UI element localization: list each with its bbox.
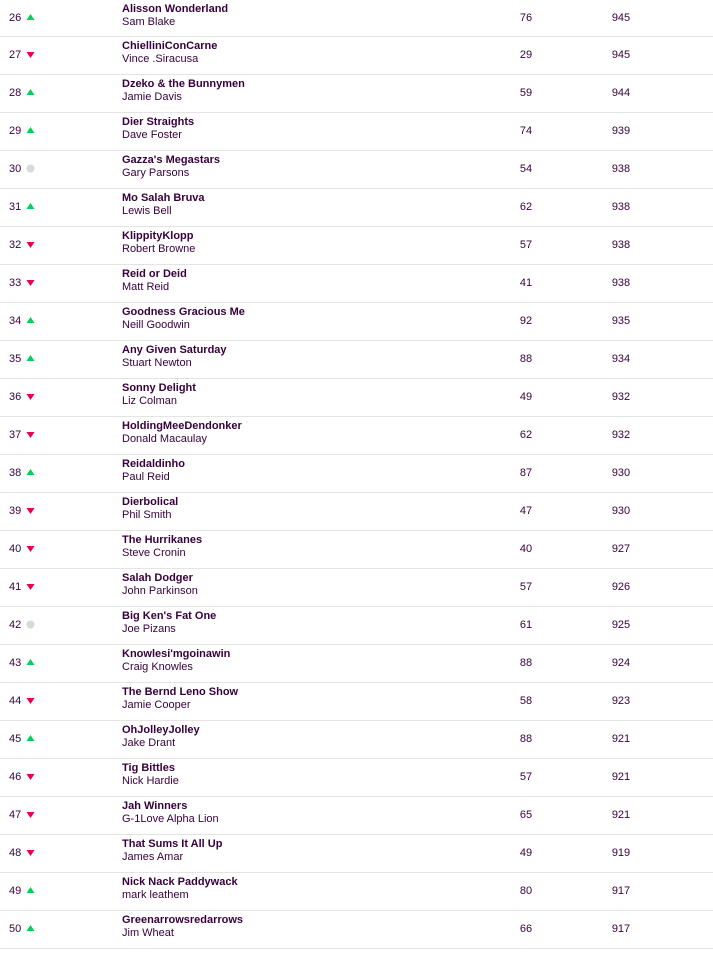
gameweek-points: 80	[519, 885, 533, 897]
table-row	[0, 607, 713, 645]
team-cell	[122, 838, 222, 864]
rank-down-arrow-icon	[26, 772, 35, 781]
team-name-link[interactable]: Knowlesi'mgoinawin	[122, 648, 231, 660]
table-row	[0, 797, 713, 835]
gameweek-points: 74	[519, 125, 533, 137]
manager-name: Joe Pizans	[122, 623, 176, 635]
rank-down-arrow-icon	[26, 430, 35, 439]
team-cell	[122, 78, 245, 104]
rank-down-arrow-icon	[26, 810, 35, 819]
team-cell	[122, 800, 219, 826]
gameweek-points: 88	[519, 657, 533, 669]
gameweek-points: 40	[519, 543, 533, 555]
team-name-link[interactable]: Gazza's Megastars	[122, 154, 220, 166]
manager-name: Neill Goodwin	[122, 319, 190, 331]
team-cell	[122, 610, 216, 636]
team-cell	[122, 40, 217, 66]
rank-down-arrow-icon	[26, 392, 35, 401]
rank-number: 37	[9, 429, 22, 441]
table-row	[0, 645, 713, 683]
total-points: 921	[611, 771, 631, 783]
total-points: 945	[611, 49, 631, 61]
gameweek-points: 62	[519, 429, 533, 441]
rank-up-arrow-icon	[26, 658, 35, 667]
total-points: 938	[611, 277, 631, 289]
total-points: 930	[611, 505, 631, 517]
table-row	[0, 683, 713, 721]
manager-name: Robert Browne	[122, 243, 196, 255]
rank-number: 31	[9, 201, 22, 213]
table-row	[0, 341, 713, 379]
team-name-link[interactable]: The Hurrikanes	[122, 534, 203, 546]
team-cell	[122, 154, 220, 180]
team-name-link[interactable]: KlippityKlopp	[122, 230, 194, 242]
no-change-icon	[26, 620, 35, 629]
team-cell	[122, 914, 243, 940]
rank-number: 44	[9, 695, 22, 707]
rank-number: 28	[9, 87, 22, 99]
manager-name: Paul Reid	[122, 471, 170, 483]
team-cell	[122, 762, 179, 788]
manager-name: James Amar	[122, 851, 184, 863]
manager-name: Craig Knowles	[122, 661, 193, 673]
gameweek-points: 62	[519, 201, 533, 213]
team-name-link[interactable]: Dzeko & the Bunnymen	[122, 78, 245, 90]
table-row	[0, 379, 713, 417]
gameweek-points: 66	[519, 923, 533, 935]
manager-name: Jamie Cooper	[122, 699, 191, 711]
gameweek-points: 76	[519, 12, 533, 24]
rank-down-arrow-icon	[26, 848, 35, 857]
rank-number: 50	[9, 923, 22, 935]
rank-number: 35	[9, 353, 22, 365]
rank-number: 41	[9, 581, 22, 593]
manager-name: Jake Drant	[122, 737, 176, 749]
team-name-link[interactable]: OhJolleyJolley	[122, 724, 200, 736]
manager-name: Gary Parsons	[122, 167, 190, 179]
gameweek-points: 47	[519, 505, 533, 517]
team-name-link[interactable]: Dierbolical	[122, 496, 179, 508]
table-row	[0, 873, 713, 911]
team-name-link[interactable]: Dier Straights	[122, 116, 195, 128]
total-points: 932	[611, 429, 631, 441]
table-row	[0, 455, 713, 493]
total-points: 938	[611, 163, 631, 175]
team-name-link[interactable]: Nick Nack Paddywack	[122, 876, 238, 888]
team-cell	[122, 344, 227, 370]
gameweek-points: 49	[519, 847, 533, 859]
team-cell	[122, 3, 228, 29]
rank-number: 45	[9, 733, 22, 745]
team-name-link[interactable]: The Bernd Leno Show	[122, 686, 239, 698]
rank-up-arrow-icon	[26, 354, 35, 363]
manager-name: Nick Hardie	[122, 775, 179, 787]
team-cell	[122, 686, 238, 712]
rank-number: 39	[9, 505, 22, 517]
manager-name: Lewis Bell	[122, 205, 172, 217]
gameweek-points: 54	[519, 163, 533, 175]
gameweek-points: 29	[519, 49, 533, 61]
team-name-link[interactable]: Goodness Gracious Me	[122, 306, 245, 318]
total-points: 926	[611, 581, 631, 593]
team-cell	[122, 382, 196, 408]
rank-number: 30	[9, 163, 22, 175]
team-cell	[122, 648, 230, 674]
rank-number: 38	[9, 467, 22, 479]
rank-number: 46	[9, 771, 22, 783]
manager-name: G-1Love Alpha Lion	[122, 813, 219, 825]
total-points: 935	[611, 315, 631, 327]
rank-up-arrow-icon	[26, 886, 35, 895]
gameweek-points: 49	[519, 391, 533, 403]
rank-number: 36	[9, 391, 22, 403]
team-name-link[interactable]: Big Ken's Fat One	[122, 610, 217, 622]
team-name-link[interactable]: Any Given Saturday	[122, 344, 227, 356]
gameweek-points: 61	[519, 619, 533, 631]
rank-number: 27	[9, 49, 22, 61]
rank-number: 34	[9, 315, 22, 327]
manager-name: Jamie Davis	[122, 91, 182, 103]
team-cell	[122, 458, 185, 484]
rank-down-arrow-icon	[26, 544, 35, 553]
manager-name: Donald Macaulay	[122, 433, 207, 445]
gameweek-points: 87	[519, 467, 533, 479]
rank-number: 43	[9, 657, 22, 669]
total-points: 934	[611, 353, 631, 365]
total-points: 917	[611, 885, 631, 897]
table-row	[0, 493, 713, 531]
gameweek-points: 59	[519, 87, 533, 99]
manager-name: Jim Wheat	[122, 927, 174, 939]
table-row	[0, 911, 713, 949]
team-cell	[122, 496, 178, 522]
team-cell	[122, 268, 187, 294]
gameweek-points: 92	[519, 315, 533, 327]
rank-number: 49	[9, 885, 22, 897]
total-points: 923	[611, 695, 631, 707]
total-points: 924	[611, 657, 631, 669]
team-name-link[interactable]: Jah Winners	[122, 800, 188, 812]
rank-down-arrow-icon	[26, 582, 35, 591]
total-points: 919	[611, 847, 631, 859]
team-cell	[122, 420, 242, 446]
manager-name: mark leathem	[122, 889, 189, 901]
manager-name: Vince .Siracusa	[122, 53, 199, 65]
rank-number: 32	[9, 239, 22, 251]
gameweek-points: 57	[519, 581, 533, 593]
table-row	[0, 75, 713, 113]
rank-down-arrow-icon	[26, 240, 35, 249]
gameweek-points: 65	[519, 809, 533, 821]
table-row	[0, 189, 713, 227]
table-row	[0, 417, 713, 455]
total-points: 917	[611, 923, 631, 935]
team-cell	[122, 230, 195, 256]
gameweek-points: 88	[519, 353, 533, 365]
team-name-link[interactable]: Tig Bittles	[122, 762, 175, 774]
table-row	[0, 835, 713, 873]
team-cell	[122, 876, 238, 902]
team-name-link[interactable]: That Sums It All Up	[122, 838, 223, 850]
team-name-link[interactable]: Salah Dodger	[122, 572, 193, 584]
rank-up-arrow-icon	[26, 13, 35, 22]
rank-number: 29	[9, 125, 22, 137]
team-name-link[interactable]: Alisson Wonderland	[122, 3, 229, 15]
rank-up-arrow-icon	[26, 468, 35, 477]
rank-down-arrow-icon	[26, 278, 35, 287]
manager-name: Liz Colman	[122, 395, 178, 407]
table-row	[0, 151, 713, 189]
total-points: 927	[611, 543, 631, 555]
team-name-link[interactable]: Reidaldinho	[122, 458, 185, 470]
team-name-link[interactable]: Greenarrowsredarrows	[122, 914, 244, 926]
rank-number: 26	[9, 12, 22, 24]
team-cell	[122, 572, 198, 598]
rank-number: 33	[9, 277, 22, 289]
rank-up-arrow-icon	[26, 316, 35, 325]
manager-name: John Parkinson	[122, 585, 198, 597]
manager-name: Sam Blake	[122, 16, 176, 28]
team-cell	[122, 192, 205, 218]
team-cell	[122, 534, 202, 560]
rank-number: 42	[9, 619, 22, 631]
team-cell	[122, 306, 245, 332]
table-row	[0, 721, 713, 759]
total-points: 945	[611, 12, 631, 24]
rank-up-arrow-icon	[26, 924, 35, 933]
total-points: 930	[611, 467, 631, 479]
manager-name: Steve Cronin	[122, 547, 186, 559]
manager-name: Dave Foster	[122, 129, 182, 141]
manager-name: Phil Smith	[122, 509, 172, 521]
total-points: 939	[611, 125, 631, 137]
rank-down-arrow-icon	[26, 50, 35, 59]
rank-number: 40	[9, 543, 22, 555]
total-points: 938	[611, 239, 631, 251]
rank-number: 47	[9, 809, 22, 821]
rank-up-arrow-icon	[26, 734, 35, 743]
rank-up-arrow-icon	[26, 202, 35, 211]
team-name-link[interactable]: Reid or Deid	[122, 268, 187, 280]
manager-name: Stuart Newton	[122, 357, 192, 369]
gameweek-points: 88	[519, 733, 533, 745]
table-row	[0, 227, 713, 265]
rank-up-arrow-icon	[26, 126, 35, 135]
table-row	[0, 265, 713, 303]
rank-number: 48	[9, 847, 22, 859]
table-row	[0, 569, 713, 607]
table-row	[0, 113, 713, 151]
gameweek-points: 41	[519, 277, 533, 289]
gameweek-points: 57	[519, 239, 533, 251]
gameweek-points: 57	[519, 771, 533, 783]
total-points: 925	[611, 619, 631, 631]
team-name-link[interactable]: Mo Salah Bruva	[122, 192, 205, 204]
table-row	[0, 303, 713, 341]
rank-down-arrow-icon	[26, 696, 35, 705]
rank-down-arrow-icon	[26, 506, 35, 515]
table-row	[0, 0, 713, 37]
gameweek-points: 58	[519, 695, 533, 707]
total-points: 938	[611, 201, 631, 213]
total-points: 944	[611, 87, 631, 99]
team-name-link[interactable]: HoldingMeeDendonker	[122, 420, 242, 432]
manager-name: Matt Reid	[122, 281, 170, 293]
team-name-link[interactable]: Sonny Delight	[122, 382, 196, 394]
rank-up-arrow-icon	[26, 88, 35, 97]
total-points: 921	[611, 733, 631, 745]
table-row	[0, 759, 713, 797]
total-points: 932	[611, 391, 631, 403]
table-row	[0, 37, 713, 75]
team-cell	[122, 724, 200, 750]
team-name-link[interactable]: ChielliniConCarne	[122, 40, 218, 52]
no-change-icon	[26, 164, 35, 173]
team-cell	[122, 116, 194, 142]
total-points: 921	[611, 809, 631, 821]
table-row	[0, 531, 713, 569]
